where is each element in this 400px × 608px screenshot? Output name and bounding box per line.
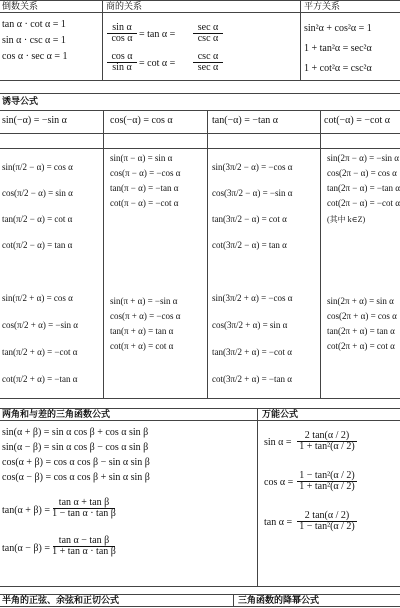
formula: sin(3π/2 − α) = −cos α bbox=[212, 162, 293, 172]
formula: cot(3π/2 − α) = tan α bbox=[212, 240, 287, 250]
formula: tan α = bbox=[264, 517, 293, 528]
formula: sin(−α) = −sin α bbox=[2, 115, 67, 126]
formula: cot(π/2 − α) = tan α bbox=[2, 240, 73, 250]
fraction: tan α − tan β 1 + tan α · tan β bbox=[52, 535, 116, 557]
sum-title: 两角和与差的三角函数公式 bbox=[2, 409, 111, 419]
formula: tan(2π + α) = tan α bbox=[327, 326, 395, 336]
formula: cos(3π/2 − α) = −sin α bbox=[212, 188, 293, 198]
formula: cos(α + β) = cos α cos β − sin α sin β bbox=[2, 457, 150, 468]
formula: 1 + tan²α = sec²α bbox=[304, 43, 372, 54]
formula: cos(2π + α) = cos α bbox=[327, 311, 397, 321]
rule bbox=[0, 110, 400, 111]
formula: tan(π − α) = −tan α bbox=[110, 183, 179, 193]
formula: cot(−α) = −cot α bbox=[324, 115, 390, 126]
formula: sin²α + cos²α = 1 bbox=[304, 23, 372, 34]
rule bbox=[257, 408, 258, 586]
formula: tan(−α) = −tan α bbox=[212, 115, 278, 126]
fraction: tan α + tan β 1 − tan α · tan β bbox=[52, 497, 116, 519]
formula: sin(2π − α) = −sin α bbox=[327, 153, 399, 163]
formula: tan(π/2 + α) = −cot α bbox=[2, 347, 78, 357]
fraction: 2 tan(α / 2) 1 − tan²(α / 2) bbox=[296, 511, 358, 532]
universal-title: 万能公式 bbox=[262, 409, 299, 419]
formula: 1 + cot²α = csc²α bbox=[304, 63, 372, 74]
quotient-header: 商的关系 bbox=[106, 1, 143, 11]
rule bbox=[233, 594, 234, 606]
formula: sin(π/2 − α) = cos α bbox=[2, 162, 73, 172]
rule bbox=[0, 12, 400, 13]
formula: tan α · cot α = 1 bbox=[2, 19, 66, 30]
formula: cot(3π/2 + α) = −tan α bbox=[212, 374, 292, 384]
formula: cos(π − α) = −cos α bbox=[110, 168, 181, 178]
power-reduction-title: 三角函数的降幂公式 bbox=[238, 595, 320, 605]
formula: sin(2π + α) = sin α bbox=[327, 296, 394, 306]
formula: cot(2π − α) = −cot α bbox=[327, 198, 400, 208]
rule bbox=[0, 420, 400, 421]
rule bbox=[0, 398, 400, 399]
formula: tan(3π/2 + α) = −cot α bbox=[212, 347, 292, 357]
formula: cos(2π − α) = cos α bbox=[327, 168, 397, 178]
formula: = tan α = bbox=[139, 29, 176, 40]
formula: = cot α = bbox=[139, 58, 176, 69]
formula: cos α = bbox=[264, 477, 294, 488]
formula: sin(3π/2 + α) = −cos α bbox=[212, 293, 293, 303]
formula: tan(α − β) = bbox=[2, 543, 50, 554]
formula: cot(2π + α) = cot α bbox=[327, 341, 395, 351]
formula: cos(α − β) = cos α cos β + sin α sin β bbox=[2, 472, 150, 483]
formula: cos(π + α) = −cos α bbox=[110, 311, 181, 321]
rule bbox=[103, 110, 104, 398]
fraction: 2 tan(α / 2) 1 + tan²(α / 2) bbox=[296, 431, 358, 452]
rule bbox=[300, 0, 301, 80]
formula: tan(π/2 − α) = cot α bbox=[2, 214, 73, 224]
formula: sin(π + α) = −sin α bbox=[110, 296, 178, 306]
square-header: 平方关系 bbox=[304, 1, 341, 11]
rule bbox=[207, 110, 208, 398]
formula: sin α = bbox=[264, 437, 292, 448]
k-note: (其中 k∈Z) bbox=[327, 215, 366, 224]
formula: cos(−α) = cos α bbox=[110, 115, 173, 126]
formula: tan(2π − α) = −tan α bbox=[327, 183, 400, 193]
formula: cos(π/2 + α) = −sin α bbox=[2, 320, 78, 330]
formula: tan(α + β) = bbox=[2, 505, 50, 516]
rule bbox=[102, 0, 103, 80]
half-angle-title: 半角的正弦、余弦和正切公式 bbox=[2, 595, 120, 605]
fraction: csc α sec α bbox=[192, 52, 224, 73]
induction-col4 bbox=[321, 148, 400, 398]
formula: cos α · sec α = 1 bbox=[2, 51, 68, 62]
formula: cot(π − α) = −cot α bbox=[110, 198, 179, 208]
formula: cos(3π/2 + α) = sin α bbox=[212, 320, 288, 330]
fraction: 1 − tan²(α / 2) 1 + tan²(α / 2) bbox=[296, 471, 358, 492]
formula: sin(α − β) = sin α cos β − cos α sin β bbox=[2, 442, 149, 453]
formula: sin(α + β) = sin α cos β + cos α sin β bbox=[2, 427, 149, 438]
formula: tan(3π/2 − α) = cot α bbox=[212, 214, 287, 224]
fraction: sec α csc α bbox=[192, 23, 224, 44]
rule bbox=[0, 586, 400, 587]
reciprocal-header: 倒数关系 bbox=[2, 1, 39, 11]
rule bbox=[0, 93, 400, 94]
fraction: sin α cos α bbox=[106, 23, 138, 44]
formula: sin(π/2 + α) = cos α bbox=[2, 293, 73, 303]
rule bbox=[0, 80, 400, 81]
formula: cos(π/2 − α) = sin α bbox=[2, 188, 73, 198]
fraction: cos α sin α bbox=[106, 52, 138, 73]
formula: cot(π + α) = cot α bbox=[110, 341, 174, 351]
rule bbox=[0, 606, 400, 607]
formula: sin(π − α) = sin α bbox=[110, 153, 173, 163]
formula: tan(π + α) = tan α bbox=[110, 326, 174, 336]
rule bbox=[0, 133, 400, 134]
formula: sin α · csc α = 1 bbox=[2, 35, 66, 46]
induction-title: 诱导公式 bbox=[2, 96, 39, 106]
formula: cot(π/2 + α) = −tan α bbox=[2, 374, 78, 384]
